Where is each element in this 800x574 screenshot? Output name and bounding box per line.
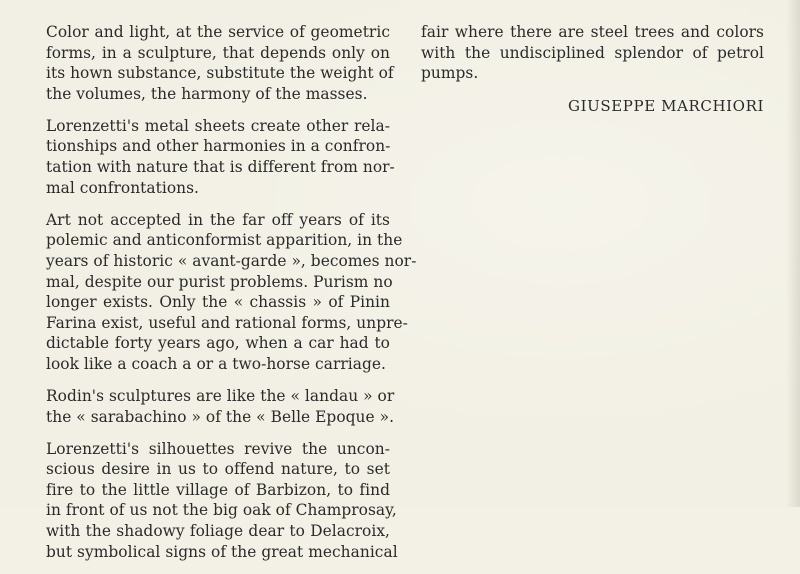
text-line: its hown substance, substitute the weight of	[46, 64, 394, 83]
text-line: with the shadowy foliage dear to Delacroix,	[46, 522, 390, 541]
text-line: Farina exist, useful and rational forms, unpre-	[46, 313, 408, 332]
paragraph-3	[46, 210, 417, 375]
left-column	[46, 22, 417, 574]
text-line: scious desire in us to offend nature, to set	[46, 460, 390, 479]
text-line: but symbolical signs of the great mechanical	[46, 542, 398, 561]
text-line: fire to the little village of Barbizon, to find	[46, 480, 390, 499]
text-line: Color and light, at the service of geometric	[46, 23, 390, 41]
text-line: mal, despite our purist problems. Purism no	[46, 272, 393, 291]
text-line: fair where there are steel trees and colors	[421, 23, 764, 41]
text-line: mal confrontations.	[46, 178, 199, 197]
text-line: dictable forty years ago, when a car had to	[46, 334, 390, 353]
text-line: the volumes, the harmony of the masses.	[46, 84, 368, 103]
text-line: Art not accepted in the far off years of its	[46, 210, 390, 229]
paragraph-continued	[421, 22, 764, 84]
paragraph-4	[46, 386, 395, 427]
author-signature: GIUSEPPE MARCHIORI	[568, 96, 764, 115]
text-line: Rodin's sculptures are like the « landau » or	[46, 387, 395, 405]
text-line: with the undisciplined splendor of petrol	[421, 43, 764, 62]
text-line: look like a coach a or a two-horse carriage.	[46, 354, 386, 373]
right-column	[421, 22, 764, 116]
paragraph-5	[46, 439, 398, 563]
text-line: in front of us not the big oak of Champrosay,	[46, 501, 397, 520]
text-line: Lorenzetti's metal sheets create other rela-	[46, 116, 390, 135]
text-line: forms, in a sculpture, that depends only on	[46, 43, 390, 62]
text-line: tation with nature that is different from nor-	[46, 158, 395, 177]
text-line: pumps.	[421, 64, 479, 83]
paragraph-2	[46, 116, 395, 198]
page-edge-shadow	[786, 0, 800, 507]
paragraph-1	[46, 22, 394, 104]
text-line: polemic and anticonformist apparition, in the	[46, 231, 403, 250]
text-line: the « sarabachino » of the « Belle Epoque ».	[46, 407, 395, 426]
text-line: years of historic « avant-garde », becomes nor-	[46, 251, 417, 270]
text-line: longer exists. Only the « chassis » of Pinin	[46, 293, 390, 312]
text-line: tionships and other harmonies in a confron-	[46, 137, 391, 156]
text-line: Lorenzetti's silhouettes revive the uncon-	[46, 439, 390, 458]
